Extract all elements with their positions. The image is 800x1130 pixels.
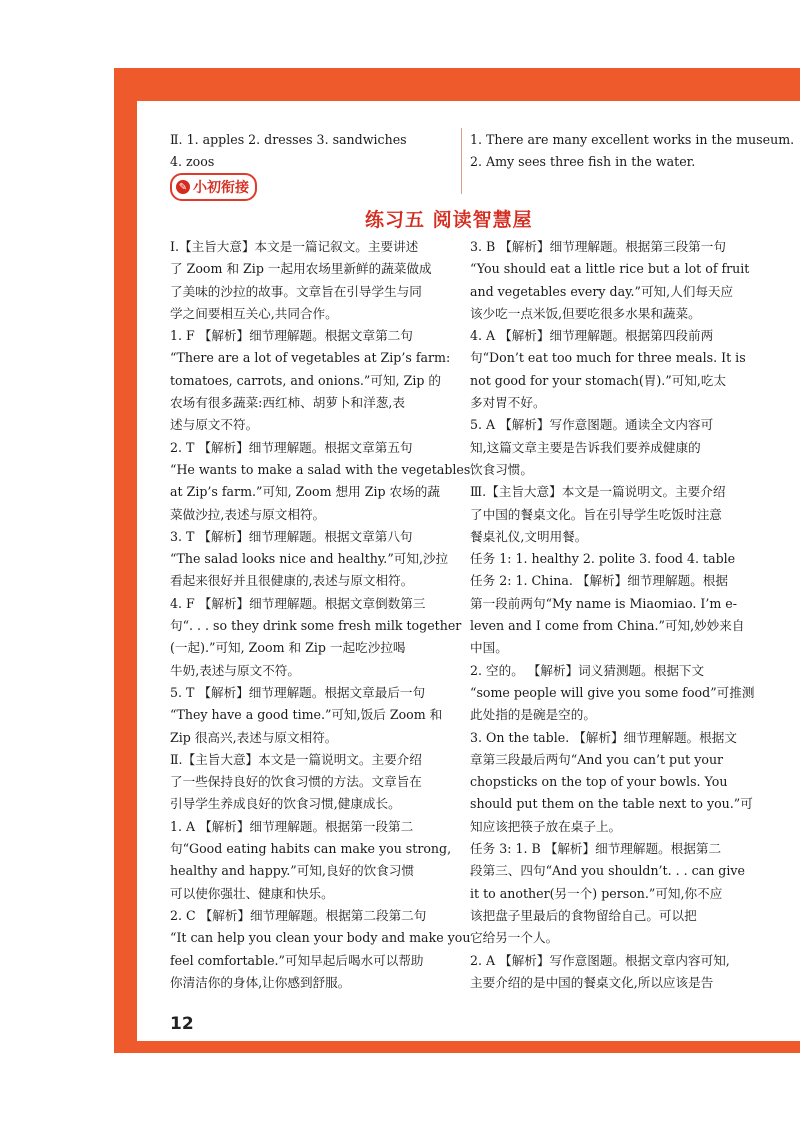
answer-line: 4. zoos: [170, 154, 215, 170]
section-title: 练习五 阅读智慧屋: [365, 209, 533, 231]
answer-line: 任务 1: 1. healthy 2. polite 3. food 4. table: [470, 551, 736, 567]
answer-line: 句“Don’t eat too much for three meals. It is: [470, 350, 746, 366]
page-number: 12: [170, 1014, 194, 1034]
answer-line: “There are a lot of vegetables at Zip’s farm:: [170, 350, 451, 366]
answer-line: 4. F 【解析】细节理解题。根据文章倒数第三: [170, 595, 426, 611]
answer-line: 该少吃一点米饭,但要吃很多水果和蔬菜。: [470, 305, 701, 321]
answers-right-column: [470, 236, 762, 994]
answer-line: “The salad looks nice and healthy.”可知,沙拉: [170, 551, 449, 567]
answer-line: 5. T 【解析】细节理解题。根据文章最后一句: [170, 684, 426, 700]
answer-line: Ⅱ. 1. apples 2. dresses 3. sandwiches: [170, 132, 407, 147]
answer-line: 3. B 【解析】细节理解题。根据第三段第一句: [470, 239, 726, 254]
answer-line: 句“. . . so they drink some fresh milk together: [170, 618, 462, 634]
answers-left-column: [170, 236, 471, 994]
answer-line: 2. A 【解析】写作意图题。根据文章内容可知,: [470, 952, 730, 968]
answer-line: 了 Zoom 和 Zip 一起用农场里新鲜的蔬菜做成: [170, 261, 432, 277]
answer-line: 任务 2: 1. China. 【解析】细节理解题。根据: [470, 573, 728, 589]
answer-line: “It can help you clean your body and make you: [170, 930, 471, 946]
top-answers-right: [470, 129, 795, 174]
answer-line: 餐桌礼仪,文明用餐。: [470, 528, 588, 544]
answer-line: 章第三段最后两句“And you can’t put your: [470, 751, 724, 767]
answer-line: Zip 很高兴,表述与原文相符。: [170, 729, 338, 745]
answer-line: and vegetables every day.”可知,人们每天应: [470, 283, 734, 299]
answer-line: 你清洁你的身体,让你感到舒服。: [170, 974, 351, 990]
answer-line: “They have a good time.”可知,饭后 Zoom 和: [170, 707, 443, 723]
answer-line: 了中国的餐桌文化。旨在引导学生吃饭时注意: [470, 506, 722, 522]
answer-line: chopsticks on the top of your bowls. You: [470, 774, 728, 790]
answer-line: 2. Amy sees three fish in the water.: [470, 154, 696, 170]
answer-line: 第一段前两句“My name is Miaomiao. I’m e-: [470, 595, 738, 611]
transition-badge: [170, 173, 257, 201]
answer-line: 3. On the table. 【解析】细节理解题。根据文: [470, 729, 737, 745]
answer-line: should put them on the table next to you.”可: [470, 796, 753, 812]
answer-line: 它给另一个人。: [470, 930, 559, 946]
answer-line: 中国。: [470, 640, 508, 656]
answer-line: 可以使你强壮、健康和快乐。: [170, 885, 334, 901]
answer-line: 知应该把筷子放在桌子上。: [470, 818, 622, 834]
answer-line: 2. C 【解析】细节理解题。根据第二段第二句: [170, 907, 427, 923]
answer-line: “He wants to make a salad with the vegetables: [170, 461, 471, 477]
answer-line: 了美味的沙拉的故事。文章旨在引导学生与同: [170, 283, 422, 299]
answer-line: tomatoes, carrots, and onions.”可知, Zip 的: [170, 372, 442, 388]
answer-line: “some people will give you some food”可推测: [470, 684, 755, 700]
answer-line: 看起来很好并且很健康的,表述与原文相符。: [170, 573, 414, 589]
answer-line: “You should eat a little rice but a lot of fruit: [470, 261, 750, 277]
answer-line: feel comfortable.”可知早起后喝水可以帮助: [170, 952, 424, 968]
column-divider: [461, 128, 462, 194]
pencil-icon: ✎: [176, 180, 190, 194]
answer-line: 饮食习惯。: [470, 461, 533, 477]
answer-line: 2. T 【解析】细节理解题。根据文章第五句: [170, 439, 413, 455]
answer-line: 任务 3: 1. B 【解析】细节理解题。根据第二: [470, 841, 722, 857]
answer-line: 段第三、四句“And you shouldn’t. . . can give: [470, 863, 745, 879]
answer-line: leven and I come from China.”可知,妙妙来自: [470, 618, 745, 634]
answer-line: Ⅲ.【主旨大意】本文是一篇说明文。主要介绍: [470, 484, 726, 500]
answer-line: 1. F 【解析】细节理解题。根据文章第二句: [170, 328, 413, 344]
answer-line: 学之间要相互关心,共同合作。: [170, 305, 338, 321]
answer-line: 牛奶,表述与原文不符。: [170, 662, 300, 678]
answer-line: 农场有很多蔬菜:西红柿、胡萝卜和洋葱,表: [170, 395, 405, 411]
answer-line: 3. T 【解析】细节理解题。根据文章第八句: [170, 528, 413, 544]
badge-label: 小初衔接: [193, 180, 249, 196]
answer-line: not good for your stomach(胃).”可知,吃太: [470, 372, 727, 388]
answer-line: 述与原文不符。: [170, 417, 259, 433]
answer-line: 主要介绍的是中国的餐桌文化,所以应该是告: [470, 974, 714, 990]
answer-line: Ⅱ.【主旨大意】本文是一篇说明文。主要介绍: [170, 751, 422, 767]
answer-line: 4. A 【解析】细节理解题。根据第四段前两: [470, 328, 714, 344]
answer-line: healthy and happy.”可知,良好的饮食习惯: [170, 863, 415, 879]
answer-line: 了一些保持良好的饮食习惯的方法。文章旨在: [170, 774, 422, 790]
answer-line: 引导学生养成良好的饮食习惯,健康成长。: [170, 796, 401, 812]
answer-line: 2. 空的。 【解析】词义猜测题。根据下文: [470, 662, 705, 678]
answer-line: Ⅰ.【主旨大意】本文是一篇记叙文。主要讲述: [170, 239, 419, 254]
answer-line: 此处指的是碗是空的。: [470, 707, 596, 723]
answer-line: 5. A 【解析】写作意图题。通读全文内容可: [470, 417, 714, 433]
answer-line: 菜做沙拉,表述与原文相符。: [170, 506, 326, 522]
answer-line: 句“Good eating habits can make you strong,: [170, 841, 452, 857]
answer-line: 1. A 【解析】细节理解题。根据第一段第二: [170, 818, 414, 834]
answer-line: 知,这篇文章主要是告诉我们要养成健康的: [470, 439, 701, 455]
answer-line: (一起).”可知, Zoom 和 Zip 一起吃沙拉喝: [170, 640, 406, 656]
answer-line: 多对胃不好。: [470, 395, 546, 411]
top-answers-left: [170, 129, 450, 174]
answer-line: 1. There are many excellent works in the museum.: [470, 132, 795, 147]
answer-line: it to another(另一个) person.”可知,你不应: [470, 885, 723, 901]
answer-line: at Zip’s farm.”可知, Zoom 想用 Zip 农场的蔬: [170, 484, 440, 500]
answer-line: 该把盘子里最后的食物留给自己。可以把: [470, 907, 697, 923]
